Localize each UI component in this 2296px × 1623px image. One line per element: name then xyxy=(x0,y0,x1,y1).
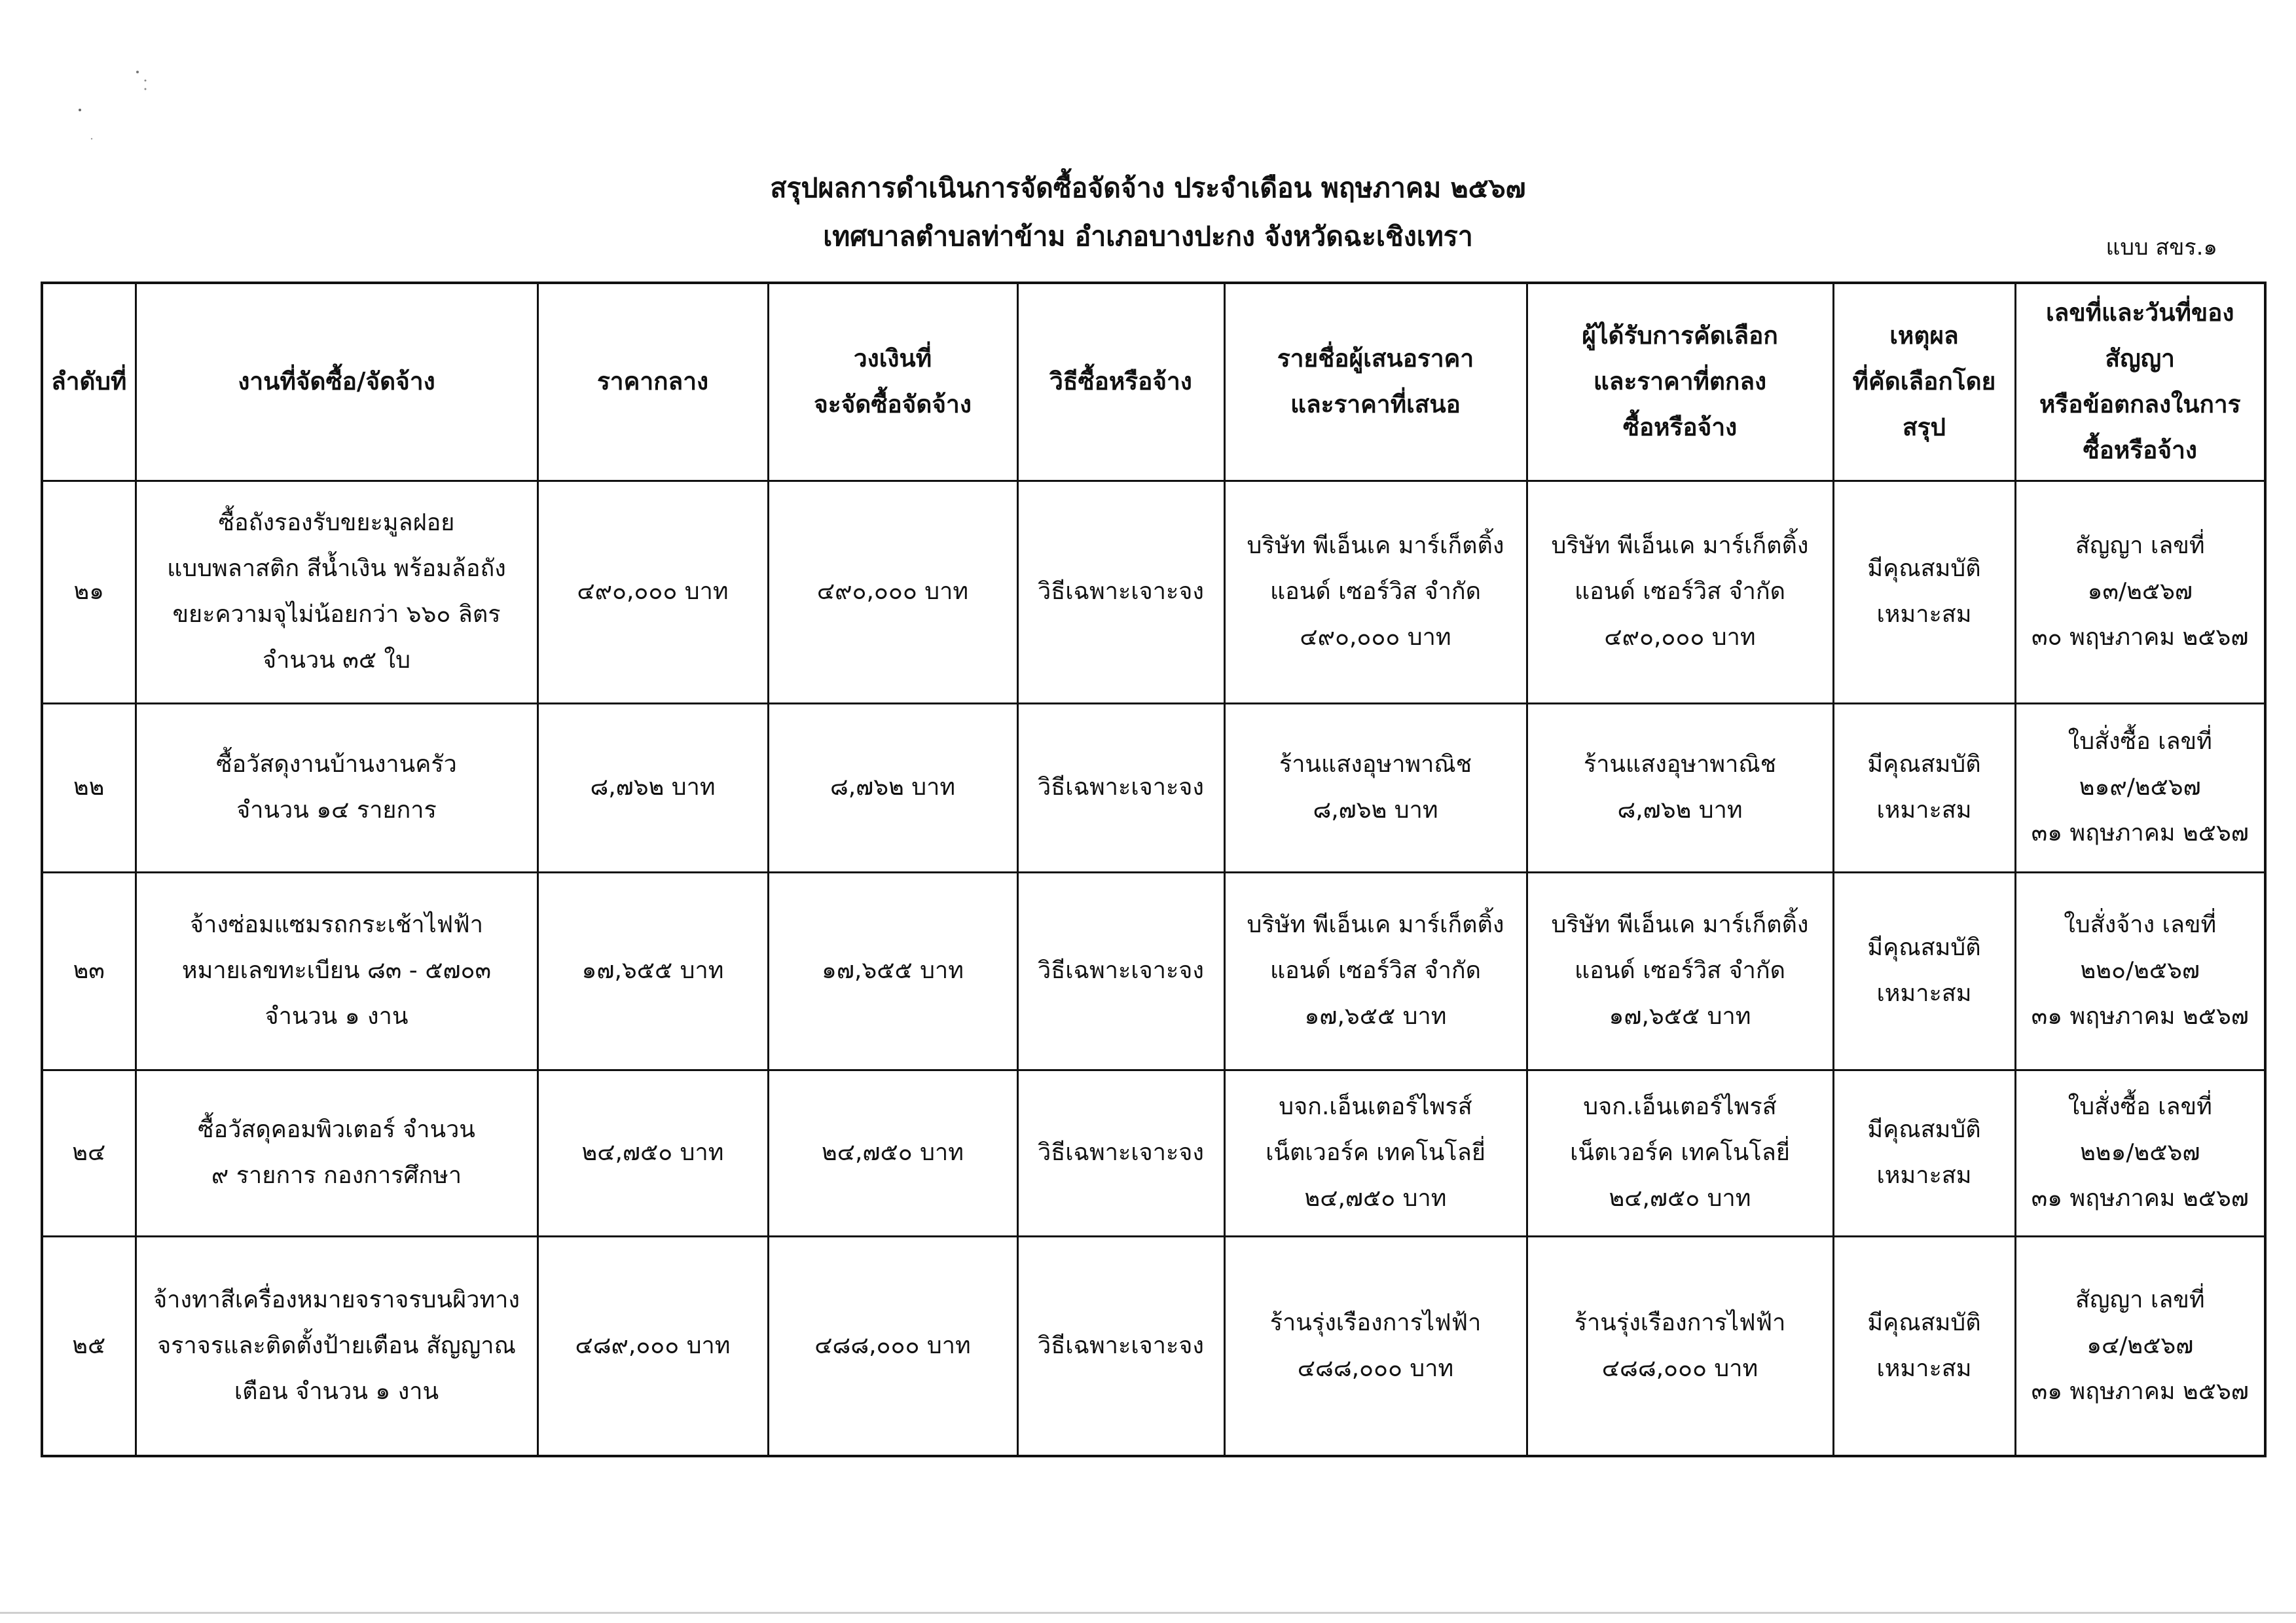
cell-line: วงเงินที่ xyxy=(853,344,932,373)
header-row xyxy=(42,283,2265,481)
cell-line: ๒๔,๗๕๐ บาท xyxy=(822,1139,964,1166)
procurement-table xyxy=(41,282,2267,1457)
header-no xyxy=(42,283,136,481)
cell-line: แบบพลาสติก สีน้ำเงิน พร้อมล้อถัง xyxy=(167,555,506,582)
cell-line: ใบสั่งซื้อ เลขที่ xyxy=(2068,1093,2212,1120)
work-item-cell xyxy=(136,872,538,1070)
cell-line: ร้านแสงอุษาพาณิช xyxy=(1279,751,1472,778)
selected-vendor-cell xyxy=(1527,1070,1833,1236)
cell-line: บริษัท พีเอ็นเค มาร์เก็ตติ้ง xyxy=(1247,911,1504,938)
cell-line: งานที่จัดซื้อ/จัดจ้าง xyxy=(238,367,435,396)
cell-line: จ้างซ่อมแซมรถกระเช้าไฟฟ้า xyxy=(190,911,483,938)
cell-line: ซื้อหรือจ้าง xyxy=(1622,413,1738,442)
cell-line: เตือน จำนวน ๑ งาน xyxy=(234,1377,439,1405)
selection-reason-cell xyxy=(1833,481,2015,703)
cell-line: ๒๔,๗๕๐ บาท xyxy=(581,1139,724,1166)
median-price-cell xyxy=(538,703,768,872)
budget-cell xyxy=(768,872,1017,1070)
cell-line: ๒๔,๗๕๐ บาท xyxy=(1304,1185,1447,1212)
cell-line: ๔๙๐,๐๐๐ บาท xyxy=(1300,624,1451,651)
header-selected xyxy=(1527,283,1833,481)
cell-line: ร้านรุ่งเรืองการไฟฟ้า xyxy=(1269,1309,1482,1336)
cell-line: ผู้ได้รับการคัดเลือก xyxy=(1582,321,1778,350)
budget-cell xyxy=(768,1070,1017,1236)
cell-line: ๓๑ พฤษภาคม ๒๕๖๗ xyxy=(2031,820,2249,847)
cell-line: ๓๑ พฤษภาคม ๒๕๖๗ xyxy=(2031,1185,2249,1212)
cell-line: ๘,๗๖๒ บาท xyxy=(829,774,956,801)
cell-line: สัญญา เลขที่ xyxy=(2075,1286,2205,1313)
cell-line: จำนวน ๑๔ รายการ xyxy=(236,797,437,824)
header-median-price xyxy=(538,283,768,481)
procurement-method-cell xyxy=(1017,872,1224,1070)
cell-line: ๓๑ พฤษภาคม ๒๕๖๗ xyxy=(2031,1377,2249,1405)
cell-line: ๒๕ xyxy=(72,1332,106,1359)
row-number-cell xyxy=(42,703,136,872)
table-row xyxy=(42,1070,2265,1236)
cell-line: ๑๓/๒๕๖๗ xyxy=(2087,578,2193,605)
cell-line: เหมาะสม xyxy=(1876,980,1972,1007)
cell-line: รายชื่อผู้เสนอราคา xyxy=(1277,344,1474,373)
table-row xyxy=(42,481,2265,703)
cell-line: ๙ รายการ กองการศึกษา xyxy=(211,1162,462,1189)
bidders-cell xyxy=(1224,481,1527,703)
contract-ref-cell xyxy=(2015,1070,2265,1236)
cell-line: ๒๔ xyxy=(72,1139,106,1166)
form-code: แบบ สขร.๑ xyxy=(2105,234,2217,261)
cell-line: เน็ตเวอร์ค เทคโนโลยี่ xyxy=(1266,1139,1485,1166)
cell-line: วิธีเฉพาะเจาะจง xyxy=(1038,1139,1204,1166)
table-row xyxy=(42,703,2265,872)
work-item-cell xyxy=(136,1070,538,1236)
cell-line: ๒๔,๗๕๐ บาท xyxy=(1609,1185,1751,1212)
cell-line: ราคากลาง xyxy=(596,367,709,396)
cell-line: หรือข้อตกลงในการ xyxy=(2039,390,2241,419)
table-row xyxy=(42,1236,2265,1456)
cell-line: ซื้อวัสดุคอมพิวเตอร์ จำนวน xyxy=(198,1116,475,1143)
cell-line: ร้านรุ่งเรืองการไฟฟ้า xyxy=(1574,1309,1786,1336)
cell-line: บจก.เอ็นเตอร์ไพรส์ xyxy=(1279,1093,1472,1120)
cell-line: จราจรและติดตั้งป้ายเตือน สัญญาณ xyxy=(157,1332,516,1359)
selected-vendor-cell xyxy=(1527,703,1833,872)
cell-line: แอนด์ เซอร์วิส จำกัด xyxy=(1269,957,1482,984)
cell-line: และราคาที่เสนอ xyxy=(1290,390,1461,419)
selected-vendor-cell xyxy=(1527,481,1833,703)
median-price-cell xyxy=(538,481,768,703)
selected-vendor-cell xyxy=(1527,872,1833,1070)
contract-ref-cell xyxy=(2015,1236,2265,1456)
cell-line: ๒๒๑/๒๕๖๗ xyxy=(2080,1139,2200,1166)
document-title xyxy=(0,164,2296,261)
cell-line: จำนวน ๑ งาน xyxy=(264,1003,409,1030)
selection-reason-cell xyxy=(1833,1236,2015,1456)
scan-specks xyxy=(72,59,177,151)
cell-line: แอนด์ เซอร์วิส จำกัด xyxy=(1574,957,1786,984)
selected-vendor-cell xyxy=(1527,1236,1833,1456)
row-number-cell xyxy=(42,872,136,1070)
procurement-method-cell xyxy=(1017,481,1224,703)
row-number-cell xyxy=(42,1236,136,1456)
cell-line: มีคุณสมบัติ xyxy=(1867,751,1981,778)
cell-line: มีคุณสมบัติ xyxy=(1867,555,1981,582)
cell-line: ใบสั่งจ้าง เลขที่ xyxy=(2064,911,2217,938)
cell-line: ใบสั่งซื้อ เลขที่ xyxy=(2068,728,2212,755)
selection-reason-cell xyxy=(1833,703,2015,872)
selection-reason-cell xyxy=(1833,872,2015,1070)
cell-line: มีคุณสมบัติ xyxy=(1867,934,1981,961)
cell-line: ๘,๗๖๒ บาท xyxy=(590,774,716,801)
cell-line: ซื้อหรือจ้าง xyxy=(2083,436,2197,465)
header-method xyxy=(1017,283,1224,481)
budget-cell xyxy=(768,1236,1017,1456)
procurement-method-cell xyxy=(1017,1070,1224,1236)
table-row xyxy=(42,872,2265,1070)
header-work xyxy=(136,283,538,481)
contract-ref-cell xyxy=(2015,872,2265,1070)
median-price-cell xyxy=(538,1070,768,1236)
cell-line: บริษัท พีเอ็นเค มาร์เก็ตติ้ง xyxy=(1247,532,1504,559)
cell-line: ๔๘๘,๐๐๐ บาท xyxy=(1601,1355,1758,1382)
cell-line: เหมาะสม xyxy=(1876,797,1972,824)
bidders-cell xyxy=(1224,1236,1527,1456)
cell-line: วิธีเฉพาะเจาะจง xyxy=(1038,774,1204,801)
cell-line: ๒๓ xyxy=(73,957,105,984)
cell-line: ๑๗,๖๕๕ บาท xyxy=(822,957,964,984)
cell-line: ๒๒ xyxy=(73,774,105,801)
cell-line: ซื้อถังรองรับขยะมูลฝอย xyxy=(218,509,455,536)
cell-line: จ้างทาสีเครื่องหมายจราจรบนผิวทาง xyxy=(153,1286,520,1313)
cell-line: ๔๘๙,๐๐๐ บาท xyxy=(575,1332,731,1359)
cell-line: จำนวน ๓๕ ใบ xyxy=(263,647,410,674)
cell-line: ๓๑ พฤษภาคม ๒๕๖๗ xyxy=(2031,1003,2249,1030)
cell-line: ๒๒๐/๒๕๖๗ xyxy=(2080,957,2200,984)
cell-line: วิธีซื้อหรือจ้าง xyxy=(1049,367,1192,396)
work-item-cell xyxy=(136,481,538,703)
cell-line: สรุป xyxy=(1903,413,1946,442)
median-price-cell xyxy=(538,1236,768,1456)
cell-line: หมายเลขทะเบียน ๘๓ - ๕๗๐๓ xyxy=(181,957,492,984)
cell-line: ๔๘๘,๐๐๐ บาท xyxy=(1297,1355,1454,1382)
cell-line: ร้านแสงอุษาพาณิช xyxy=(1583,751,1777,778)
budget-cell xyxy=(768,481,1017,703)
cell-line: ๔๙๐,๐๐๐ บาท xyxy=(816,578,969,605)
cell-line: ๓๐ พฤษภาคม ๒๕๖๗ xyxy=(2032,624,2249,651)
page-bottom-rule xyxy=(0,1612,2296,1614)
contract-ref-cell xyxy=(2015,481,2265,703)
cell-line: เหมาะสม xyxy=(1876,601,1972,628)
cell-line: สัญญา xyxy=(2105,344,2175,373)
cell-line: สัญญา เลขที่ xyxy=(2075,532,2205,559)
header-bidders xyxy=(1224,283,1527,481)
cell-line: ๔๙๐,๐๐๐ บาท xyxy=(1604,624,1756,651)
cell-line: ๘,๗๖๒ บาท xyxy=(1617,797,1743,824)
row-number-cell xyxy=(42,1070,136,1236)
cell-line: เหมาะสม xyxy=(1876,1355,1972,1382)
cell-line: มีคุณสมบัติ xyxy=(1867,1116,1981,1143)
budget-cell xyxy=(768,703,1017,872)
bidders-cell xyxy=(1224,872,1527,1070)
cell-line: และราคาที่ตกลง xyxy=(1593,367,1767,396)
cell-line: ลำดับที่ xyxy=(51,367,127,396)
cell-line: วิธีเฉพาะเจาะจง xyxy=(1038,578,1204,605)
cell-line: แอนด์ เซอร์วิส จำกัด xyxy=(1269,578,1482,605)
cell-line: ๒๑๙/๒๕๖๗ xyxy=(2079,774,2201,801)
cell-line: บริษัท พีเอ็นเค มาร์เก็ตติ้ง xyxy=(1551,532,1809,559)
cell-line: เหมาะสม xyxy=(1876,1162,1972,1189)
bidders-cell xyxy=(1224,1070,1527,1236)
cell-line: วิธีเฉพาะเจาะจง xyxy=(1038,1332,1204,1359)
cell-line: แอนด์ เซอร์วิส จำกัด xyxy=(1574,578,1786,605)
cell-line: ๑๔/๒๕๖๗ xyxy=(2086,1332,2194,1359)
cell-line: บจก.เอ็นเตอร์ไพรส์ xyxy=(1583,1093,1777,1120)
cell-line: ๑๗,๖๕๕ บาท xyxy=(581,957,724,984)
cell-line: เลขที่และวันที่ของ xyxy=(2046,299,2234,327)
header-budget xyxy=(768,283,1017,481)
selection-reason-cell xyxy=(1833,1070,2015,1236)
cell-line: บริษัท พีเอ็นเค มาร์เก็ตติ้ง xyxy=(1551,911,1809,938)
cell-line: จะจัดซื้อจัดจ้าง xyxy=(814,390,972,419)
cell-line: วิธีเฉพาะเจาะจง xyxy=(1038,957,1204,984)
cell-line: เน็ตเวอร์ค เทคโนโลยี่ xyxy=(1570,1139,1790,1166)
work-item-cell xyxy=(136,703,538,872)
cell-line: ๔๙๐,๐๐๐ บาท xyxy=(577,578,729,605)
cell-line: ๘,๗๖๒ บาท xyxy=(1313,797,1438,824)
row-number-cell xyxy=(42,481,136,703)
bidders-cell xyxy=(1224,703,1527,872)
header-reason xyxy=(1833,283,2015,481)
cell-line: ขยะความจุไม่น้อยกว่า ๖๖๐ ลิตร xyxy=(172,601,501,628)
procurement-method-cell xyxy=(1017,703,1224,872)
title-line-2: เทศบาลตำบลท่าข้าม อำเภอบางปะกง จังหวัดฉะเชิงเทรา xyxy=(823,221,1473,252)
title-line-1: สรุปผลการดำเนินการจัดซื้อจัดจ้าง ประจำเดือน พฤษภาคม ๒๕๖๗ xyxy=(770,172,1526,204)
work-item-cell xyxy=(136,1236,538,1456)
cell-line: มีคุณสมบัติ xyxy=(1867,1309,1981,1336)
cell-line: เหตุผล xyxy=(1889,321,1959,350)
cell-line: ๑๗,๖๕๕ บาท xyxy=(1304,1003,1447,1030)
cell-line: ที่คัดเลือกโดย xyxy=(1852,367,1996,396)
contract-ref-cell xyxy=(2015,703,2265,872)
cell-line: ๑๗,๖๕๕ บาท xyxy=(1609,1003,1751,1030)
cell-line: ซื้อวัสดุงานบ้านงานครัว xyxy=(216,751,457,778)
cell-line: ๔๘๘,๐๐๐ บาท xyxy=(814,1332,971,1359)
procurement-method-cell xyxy=(1017,1236,1224,1456)
cell-line: ๒๑ xyxy=(73,578,105,605)
header-contract xyxy=(2015,283,2265,481)
median-price-cell xyxy=(538,872,768,1070)
